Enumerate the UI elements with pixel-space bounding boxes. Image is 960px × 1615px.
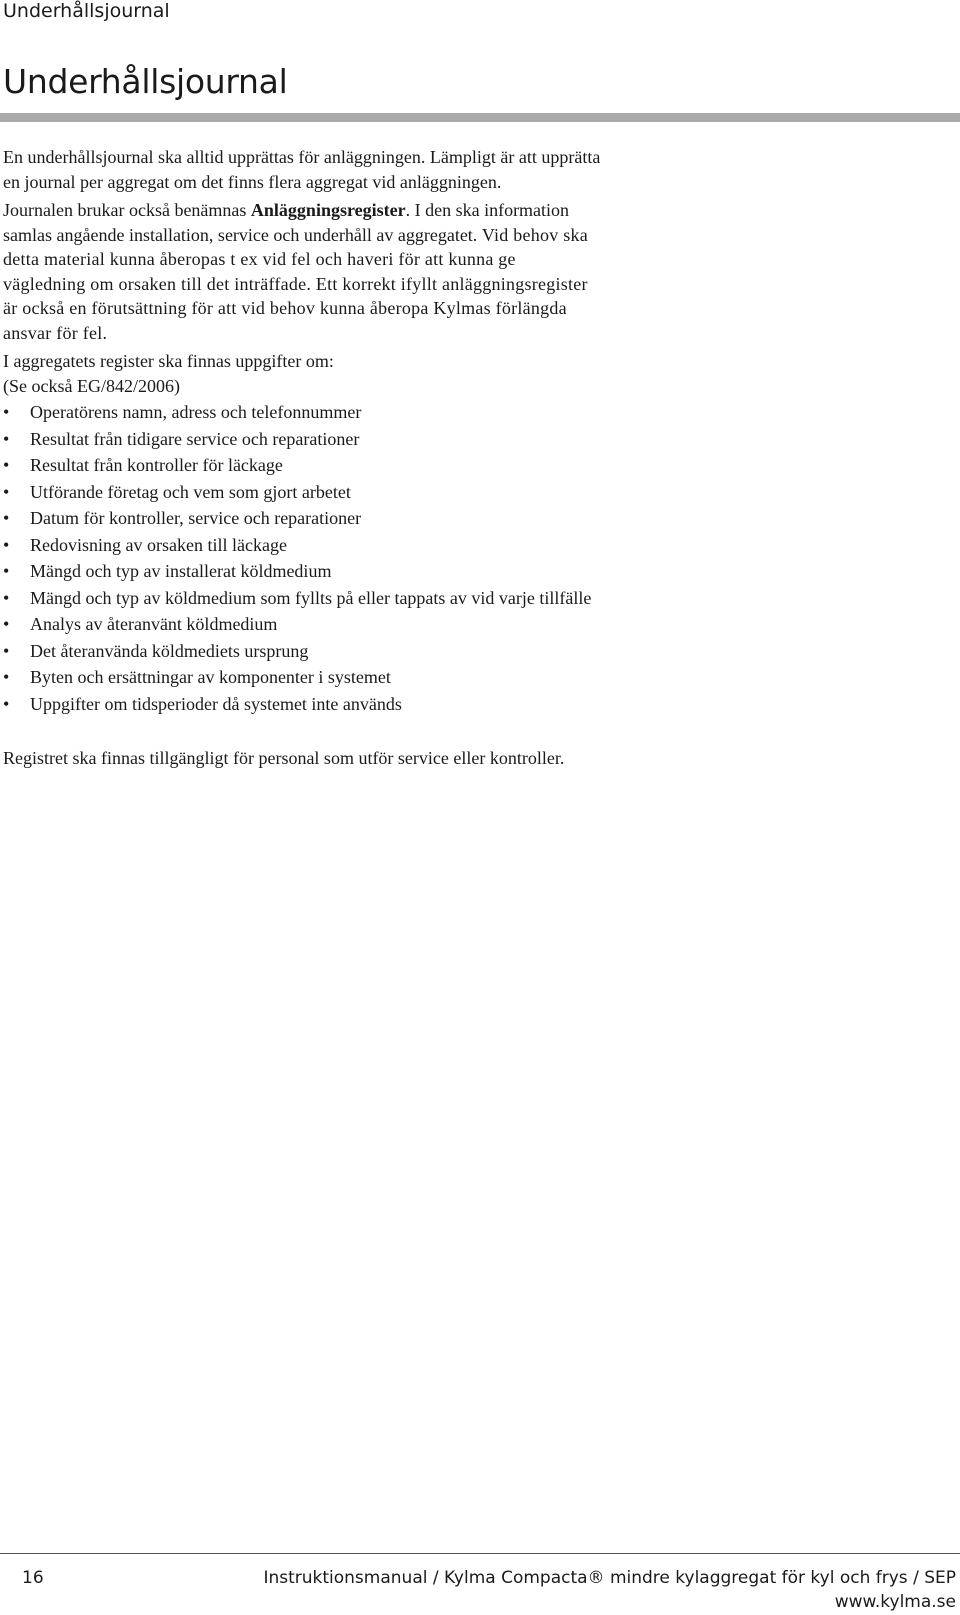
intro-paragraph: En underhållsjournal ska alltid upprättas för anläggningen. Lämpligt är att upprätta en journal per aggregat om det finns flera aggregat vid anläggningen. — [3, 147, 601, 192]
register-item-list — [3, 400, 603, 716]
list-item — [3, 692, 603, 717]
list-item-text: Uppgifter om tidsperioder då systemet inte används — [30, 693, 402, 714]
list-item-text: Redovisning av orsaken till läckage — [30, 534, 287, 555]
bullet-icon: • — [3, 614, 10, 634]
list-item — [3, 665, 603, 690]
list-item — [3, 506, 603, 531]
list-item-text: Byten och ersättningar av komponenter i systemet — [30, 667, 391, 687]
bullet-icon: • — [3, 561, 10, 581]
list-item — [3, 586, 603, 611]
website-link[interactable]: www.kylma.se — [834, 1592, 956, 1612]
bullet-icon: • — [3, 640, 10, 661]
list-item-text: Utförande företag och vem som gjort arbetet — [30, 481, 351, 502]
list-item — [3, 533, 603, 558]
list-item — [3, 400, 603, 425]
register-intro-line1: I aggregatets register ska finnas uppgifter om: — [3, 351, 334, 371]
list-item — [3, 480, 603, 505]
bullet-icon: • — [3, 667, 10, 687]
list-item-text: Det återanvända köldmediets ursprung — [30, 640, 309, 661]
bullet-icon: • — [3, 508, 10, 528]
journal-prefix: Journalen brukar också benämnas — [3, 200, 251, 220]
footer-rule — [0, 1553, 960, 1554]
page-number: 16 — [22, 1568, 44, 1588]
list-item — [3, 612, 603, 637]
list-item-text: Datum för kontroller, service och reparationer — [30, 508, 362, 528]
register-intro — [3, 349, 603, 398]
bullet-icon: • — [3, 693, 10, 714]
journal-paragraph — [3, 198, 603, 345]
list-item-text: Mängd och typ av installerat köldmedium — [30, 561, 332, 581]
register-intro-line2: (Se också EG/842/2006) — [3, 375, 180, 396]
bullet-icon: • — [3, 534, 10, 555]
running-header-title: Underhållsjournal — [3, 0, 170, 22]
page-title: Underhållsjournal — [3, 62, 288, 101]
list-item — [3, 639, 603, 664]
bullet-icon: • — [3, 455, 10, 475]
list-item — [3, 427, 603, 452]
journal-suffix: . I den ska information samlas angående installation, service och underhåll av aggregatet. — [3, 200, 570, 245]
journal-tail: Vid behov ska detta material kunna åberopas t ex vid fel och haveri för att kunna ge vägledning om orsaken till det inträffade. Ett korrekt ifyllt anläggningsregister är också en förutsättning för att vid behov kunna åberopa Kylmas förlängda ansvar för fel. — [3, 224, 588, 343]
bullet-icon: • — [3, 587, 10, 608]
list-item-text: Resultat från kontroller för läckage — [30, 455, 283, 475]
bullet-icon: • — [3, 481, 10, 502]
list-item — [3, 453, 603, 478]
title-rule — [0, 113, 960, 122]
body-text — [3, 145, 603, 771]
list-item-text: Analys av återanvänt köldmedium — [30, 614, 278, 634]
document-title: Instruktionsmanual / Kylma Compacta® mindre kylaggregat för kyl och frys / SEP — [263, 1568, 956, 1588]
journal-term: Anläggningsregister — [250, 200, 406, 220]
access-note-paragraph: Registret ska finnas tillgängligt för personal som utför service eller kontroller. — [3, 748, 565, 768]
bullet-icon: • — [3, 402, 10, 422]
list-item — [3, 559, 603, 584]
list-item-text: Operatörens namn, adress och telefonnummer — [30, 402, 362, 422]
list-item-text: Mängd och typ av köldmedium som fyllts på eller tappats av vid varje tillfälle — [30, 587, 592, 608]
list-item-text: Resultat från tidigare service och reparationer — [30, 428, 360, 449]
bullet-icon: • — [3, 428, 10, 449]
